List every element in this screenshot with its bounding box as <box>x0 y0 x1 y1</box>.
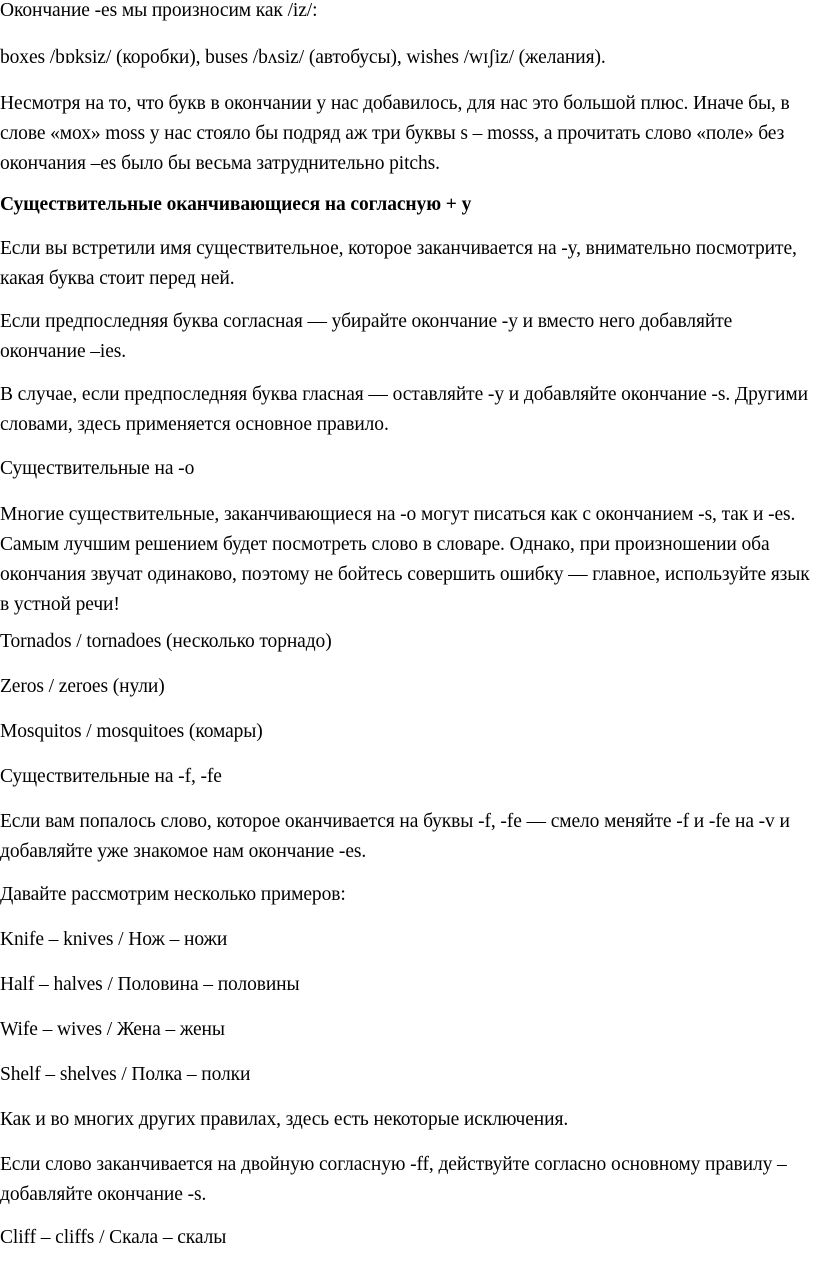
section-heading: Существительные на -f, -fe <box>0 766 222 787</box>
example-line: Cliff – cliffs / Скала – скалы <box>0 1227 227 1248</box>
paragraph: Как и во многих других правилах, здесь есть некоторые исключения. <box>0 1109 569 1130</box>
paragraph: Несмотря на то, что букв в окончании у нас добавилось, для нас это большой плюс. Иначе бы, в слове «мох» moss у нас стояло бы подряд аж три буквы s – mosss, а прочитать слово «поле» без окончания –es было бы весьма затруднительно pitchs. <box>0 93 790 174</box>
example-line: Half – halves / Половина – половины <box>0 974 300 995</box>
paragraph: В случае, если предпоследняя буква гласная — оставляйте -y и добавляйте окончание -s. Другими словами, здесь применяется основное правило. <box>0 384 808 435</box>
paragraph: Если вы встретили имя существительное, которое заканчивается на -y, внимательно посмотрите, какая буква стоит перед ней. <box>0 238 797 289</box>
paragraph: Если слово заканчивается на двойную согласную -ff, действуйте согласно основному правилу – добавляйте окончание -s. <box>0 1154 787 1205</box>
example-line: Tornados / tornadoes (несколько торнадо) <box>0 631 332 652</box>
section-heading: Существительные на -o <box>0 458 195 479</box>
paragraph: Если вам попалось слово, которое оканчивается на буквы -f, -fe — смело меняйте -f и -fe на -v и добавляйте уже знакомое нам окончание -es. <box>0 811 790 862</box>
paragraph: Многие существительные, заканчивающиеся на -o могут писаться как с окончанием -s, так и -es. Самым лучшим решением будет посмотреть слово в словаре. Однако, при произношении оба окончания звучат одинаково, поэтому не бойтесь совершить ошибку — главное, используйте язык в устной речи! <box>0 504 810 615</box>
example-line: Mosquitos / mosquitoes (комары) <box>0 721 263 742</box>
example-line: Shelf – shelves / Полка – полки <box>0 1064 251 1085</box>
example-line: Zeros / zeroes (нули) <box>0 676 165 697</box>
section-heading: Существительные оканчивающиеся на согласную + y <box>0 194 472 215</box>
paragraph: Окончание -es мы произносим как /iz/: <box>0 0 318 21</box>
paragraph: Давайте рассмотрим несколько примеров: <box>0 884 346 905</box>
paragraph: boxes /bɒksiz/ (коробки), buses /bʌsiz/ (автобусы), wishes /wɪʃiz/ (желания). <box>0 47 606 68</box>
example-line: Knife – knives / Нож – ножи <box>0 929 228 950</box>
paragraph: Если предпоследняя буква согласная — убирайте окончание -y и вместо него добавляйте окончание –ies. <box>0 311 733 362</box>
example-line: Wife – wives / Жена – жены <box>0 1019 225 1040</box>
